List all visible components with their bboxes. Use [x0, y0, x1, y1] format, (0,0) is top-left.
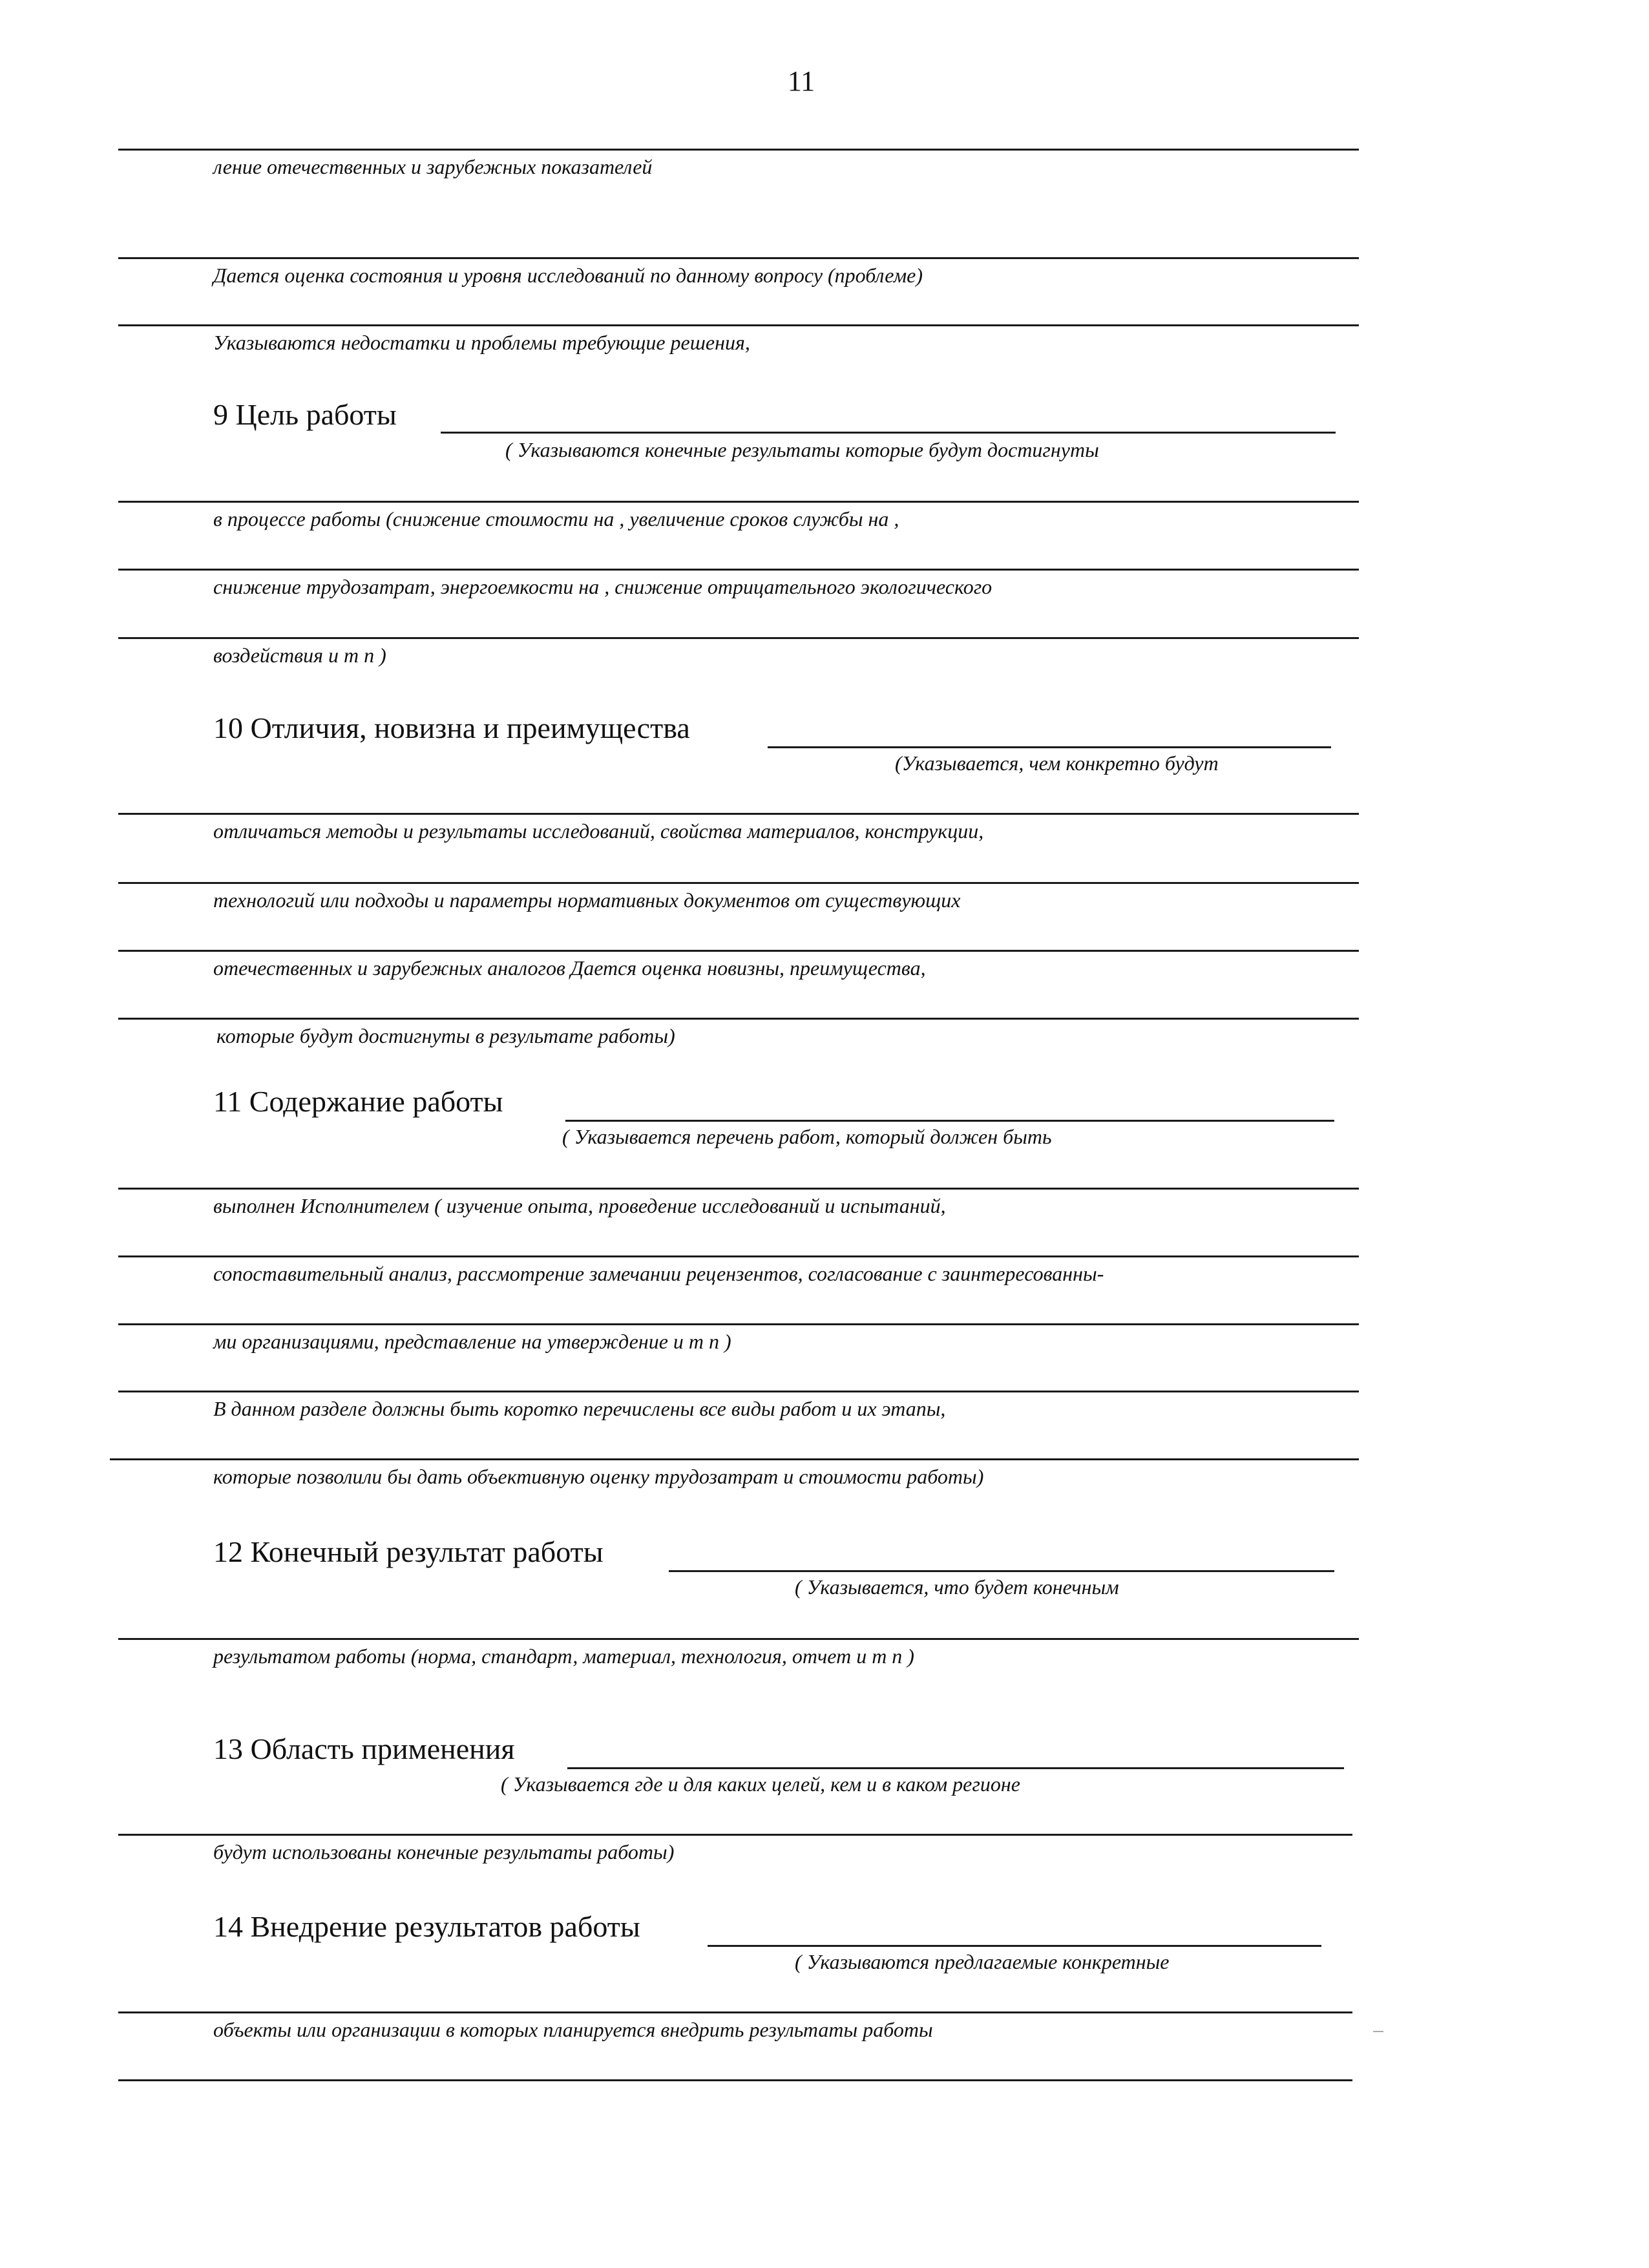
hint-text: технологий или подходы и параметры нормативных документов от существующих [213, 888, 961, 912]
section-9-input-line[interactable] [441, 432, 1336, 434]
hint-text: которые позволили бы дать объективную оценку трудозатрат и стоимости работы) [213, 1465, 984, 1488]
hint-text: В данном разделе должны быть коротко перечислены все виды работ и их этапы, [213, 1397, 946, 1420]
section-14-heading: 14 Внедрение результатов работы [213, 1910, 640, 1943]
form-line [118, 569, 1359, 571]
hint-text: сопоставительный анализ, рассмотрение замечании рецензентов, согласование с заинтересованны- [213, 1262, 1104, 1285]
form-line [118, 882, 1359, 884]
form-line [118, 1834, 1352, 1836]
form-line [118, 324, 1359, 326]
form-line [118, 1018, 1359, 1020]
hint-text: ( Указываются предлагаемые конкретные [795, 1950, 1170, 1973]
form-line [110, 1458, 1359, 1460]
form-line [118, 950, 1359, 952]
hint-text: ( Указывается, что будет конечным [795, 1575, 1119, 1599]
form-line [118, 501, 1359, 503]
form-line [118, 1188, 1359, 1190]
section-11-heading: 11 Содержание работы [213, 1085, 503, 1118]
hint-text: ( Указывается где и для каких целей, кем и в каком регионе [501, 1772, 1020, 1796]
form-line [118, 2079, 1352, 2081]
form-line [118, 1391, 1359, 1392]
hint-text: результатом работы (норма, стандарт, материал, технология, отчет и т п ) [213, 1644, 914, 1668]
form-line [118, 1638, 1359, 1640]
hint-text: отечественных и зарубежных аналогов Дается оценка новизны, преимущества, [213, 956, 926, 980]
page-number: 11 [787, 65, 815, 97]
hint-text: выполнен Исполнителем ( изучение опыта, проведение исследований и испытаний, [213, 1194, 946, 1217]
section-10-heading: 10 Отличия, новизна и преимущества [213, 711, 690, 744]
hint-text: (Указывается, чем конкретно будут [895, 751, 1219, 775]
hint-text: Дается оценка состояния и уровня исследований по данному вопросу (проблеме) [213, 264, 923, 287]
hint-text: ми организациями, представление на утверждение и т п ) [213, 1330, 731, 1353]
section-11-input-line[interactable] [565, 1120, 1334, 1122]
hint-text: ление отечественных и зарубежных показателей [213, 155, 653, 178]
section-12-input-line[interactable] [669, 1570, 1334, 1572]
hint-text: отличаться методы и результаты исследований, свойства материалов, конструкции, [213, 819, 984, 843]
hint-text: будут использованы конечные результаты работы) [213, 1840, 675, 1864]
hint-text: объекты или организации в которых планируется внедрить результаты работы [213, 2018, 933, 2041]
section-13-heading: 13 Область применения [213, 1732, 515, 1765]
hint-text: ( Указываются конечные результаты которые будут достигнуты [505, 438, 1099, 461]
form-line [118, 1255, 1359, 1257]
hint-text: в процессе работы (снижение стоимости на , увеличение сроков службы на , [213, 507, 899, 530]
section-14-input-line[interactable] [708, 1945, 1321, 1947]
hint-text: Указываются недостатки и проблемы требующие решения, [213, 331, 750, 354]
form-line [118, 1323, 1359, 1325]
form-line [118, 2011, 1352, 2013]
form-line [118, 813, 1359, 815]
section-10-input-line[interactable] [768, 746, 1331, 748]
hint-text: ( Указывается перечень работ, который должен быть [562, 1125, 1052, 1148]
section-12-heading: 12 Конечный результат работы [213, 1535, 604, 1568]
hint-text: которые будут достигнуты в результате работы) [216, 1024, 675, 1047]
hint-text: снижение трудозатрат, энергоемкости на , снижение отрицательного экологического [213, 575, 993, 598]
scan-mark [1373, 2031, 1383, 2032]
hint-text: воздействия и т п ) [213, 644, 386, 667]
form-line [118, 149, 1359, 151]
section-9-heading: 9 Цель работы [213, 398, 397, 431]
form-line [118, 637, 1359, 639]
section-13-input-line[interactable] [567, 1767, 1344, 1769]
form-line [118, 257, 1359, 259]
